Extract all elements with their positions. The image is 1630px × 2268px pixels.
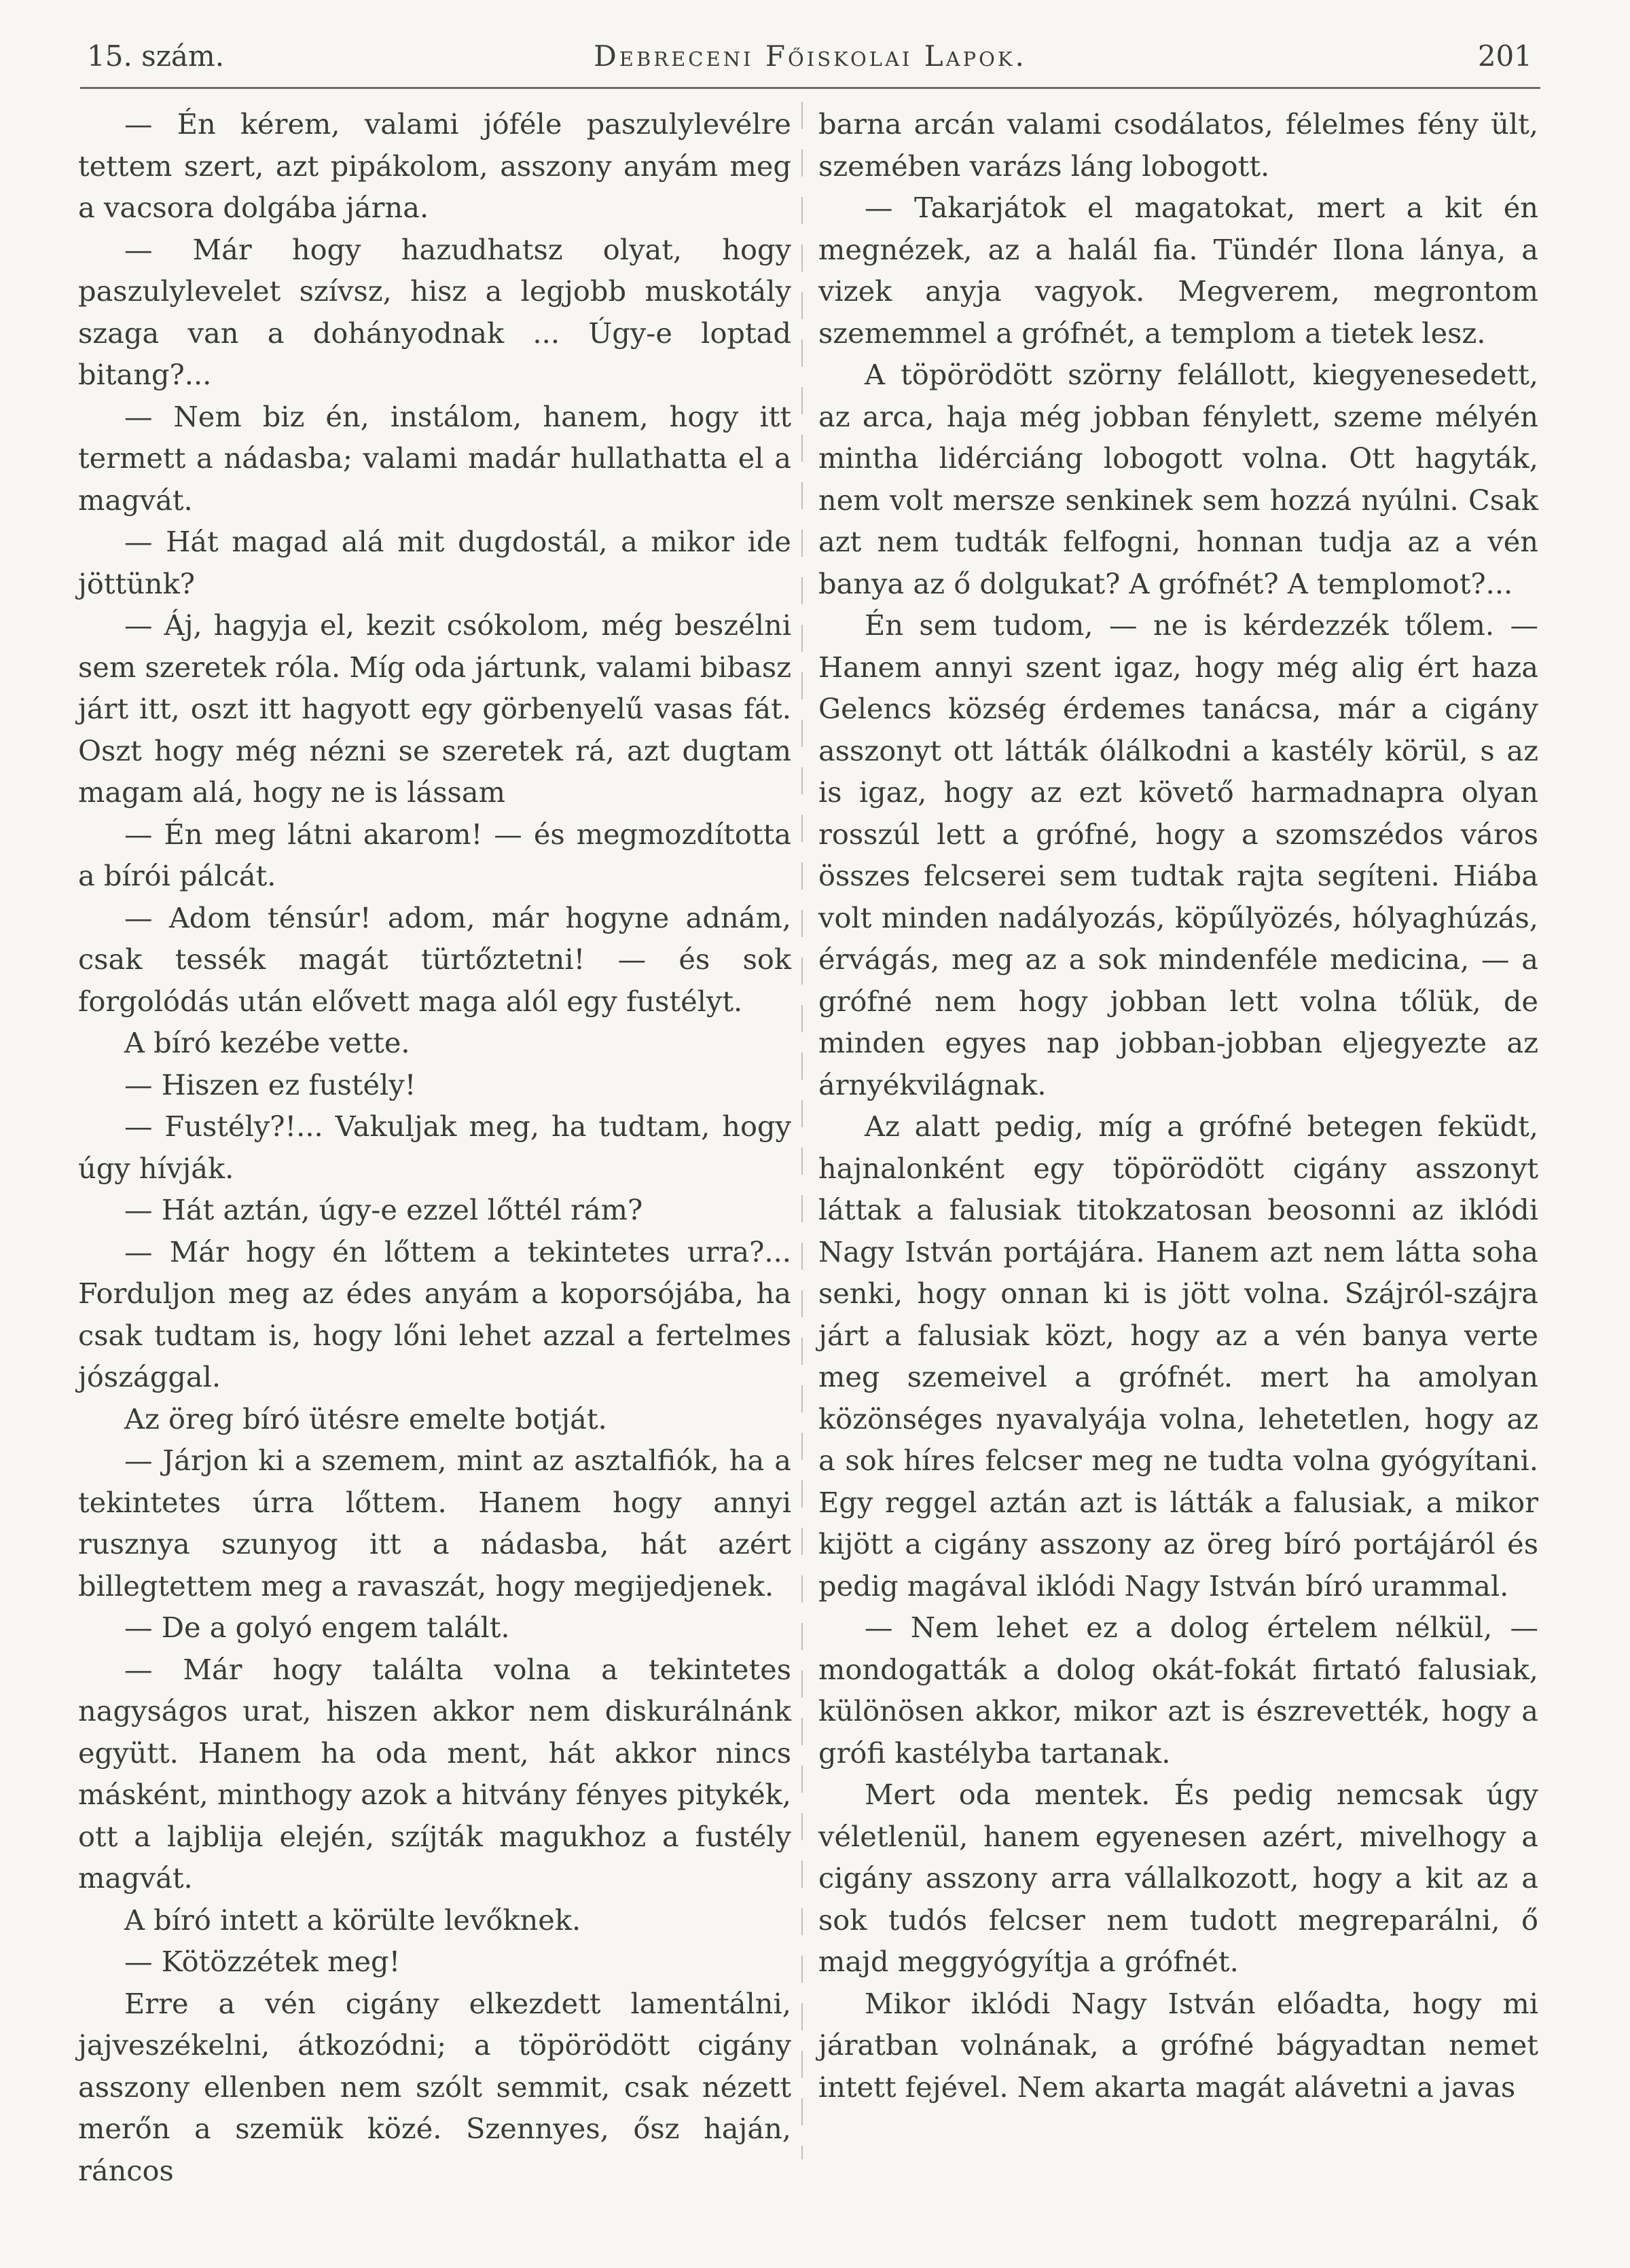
- paragraph: — Nem biz én, instálom, hanem, hogy itt termett a nádasba; valami madár hullathatta el a magvát.: [78, 399, 791, 517]
- publication-title: [80, 39, 1540, 73]
- paragraph: — Már hogy én lőttem a tekintetes urra?... Forduljon meg az édes anyám a koporsójába, ha csak tudtam is, hogy lőni lehet azzal a fertelmes jószággal.: [78, 1234, 791, 1393]
- paragraph: — Adom ténsúr! adom, már hogyne adnám, csak tessék magát türtőztetni! — és sok forgolódás után elővett maga alól egy fustélyt.: [78, 900, 791, 1018]
- left-column: [78, 103, 791, 2191]
- paragraph: — Már hogy hazudhatsz olyat, hogy paszulylevelet szívsz, hisz a legjobb muskotály szaga van a dohányodnak ... Úgy-e loptad bitang?...: [78, 232, 791, 391]
- right-column: [818, 103, 1538, 2108]
- publication-title-text: Debreceni Főiskolai Lapok.: [594, 39, 1027, 73]
- paragraph: — Kötözzétek meg!: [124, 1945, 401, 1978]
- paragraph: A töpörödött szörny felállott, kiegyenesedett, az arca, haja még jobban fénylett, szeme mélyén mintha lidérciáng lobogott volna. Ott hagyták, nem volt mersze senkinek sem hozzá nyúlni. Csak azt nem tudták felfogni, honnan tudja az a vén banya az ő dolgukat? A grófnét? A templomot?...: [818, 358, 1538, 600]
- paragraph: — Hiszen ez fustély!: [124, 1067, 416, 1101]
- paragraph: — Takarjátok el magatokat, mert a kit én megnézek, az a halál fia. Tündér Ilona lánya, a vizek anyja vagyok. Megverem, megrontom szememmel a grófnét, a templom a tietek lesz.: [818, 191, 1538, 350]
- paragraph: Mert oda mentek. És pedig nemcsak úgy véletlenül, hanem egyenesen azért, mivelhogy a cigány asszony arra vállalkozott, hogy a kit az a sok tudós felcser nem tudott megreparálni, ő majd meggyógyítja a grófnét.: [818, 1778, 1538, 1978]
- paragraph: — Én kérem, valami jóféle paszulylevélre tettem szert, azt pipákolom, asszony anyám meg a vacsora dolgába járna.: [78, 107, 791, 224]
- column-divider: [801, 102, 803, 2159]
- paragraph: Mikor iklódi Nagy István előadta, hogy mi járatban volnának, a grófné bágyadtan nemet intett fejével. Nem akarta magát alávetni a javas: [818, 1986, 1538, 2104]
- paragraph: Én sem tudom, — ne is kérdezzék tőlem. — Hanem annyi szent igaz, hogy még alig ért haza Gelencs község érdemes tanácsa, már a cigány asszonyt ott látták ólálkodni a kastély körül, s az is igaz, hogy az ezt követő harmadnapra olyan rosszúl lett a grófné, hogy a szomszédos város összes felcserei sem tudtak rajta segíteni. Hiába volt minden nadályozás, köpűlyözés, hólyaghúzás, érvágás, meg az a sok mindenféle medicina, — a grófné nem hogy jobban lett volna tőlük, de minden egyes nap jobban-jobban eljegyezte az árnyékvilágnak.: [818, 608, 1538, 1101]
- paragraph: A bíró kezébe vette.: [124, 1026, 410, 1059]
- paragraph: barna arcán valami csodálatos, félelmes fény ült, szemében varázs láng lobogott.: [818, 107, 1538, 183]
- paragraph: — De a golyó engem talált.: [124, 1611, 510, 1644]
- paragraph: Erre a vén cigány elkezdett lamentálni, jajveszékelni, átkozódni; a töpörödött cigány asszony ellenben nem szólt semmit, csak nézett merőn a szemük közé. Szennyes, ősz haján, ráncos: [78, 1986, 791, 2187]
- paragraph: — Nem lehet ez a dolog értelem nélkül, — mondogatták a dolog okát-fokát firtató falusiak, különösen akkor, mikor azt is észrevették, hogy a grófi kastélyba tartanak.: [818, 1611, 1538, 1770]
- issue-number: 15. szám.: [87, 39, 225, 73]
- paragraph: Az öreg bíró ütésre emelte botját.: [124, 1402, 607, 1435]
- paragraph: — Járjon ki a szemem, mint az asztalfiók, ha a tekintetes úrra lőttem. Hanem hogy annyi rusznya szunyog itt a nádasba, hát azért billegtettem meg a ravaszát, hogy megijedjenek.: [78, 1444, 791, 1603]
- paragraph: — Fustély?!... Vakuljak meg, ha tudtam, hogy úgy hívják.: [78, 1110, 791, 1185]
- paragraph: — Én meg látni akarom! — és megmozdította a bírói pálcát.: [78, 817, 791, 892]
- paragraph: — Áj, hagyja el, kezit csókolom, még beszélni sem szeretek róla. Míg oda jártunk, valami bibasz járt itt, oszt itt hagyott egy görbenyelű vasas fát. Oszt hogy még nézni se szeretek rá, azt dugtam magam alá, hogy ne is lássam: [78, 608, 791, 809]
- paragraph: — Hát aztán, úgy-e ezzel lőttél rám?: [124, 1193, 643, 1226]
- header-rule: [80, 87, 1540, 89]
- paragraph: Az alatt pedig, míg a grófné betegen feküdt, hajnalonként egy töpörödött cigány asszonyt láttak a falusiak titokzatosan beosonni az iklódi Nagy István portájára. Hanem azt nem látta soha senki, hogy onnan ki is jött volna. Szájról-szájra járt a falusiak közt, hogy az a vén banya verte meg szemeivel a grófnét. mert ha amolyan közönséges nyavalyája volna, lehetetlen, hogy az a sok híres felcser meg ne tudta volna gyógyítani. Egy reggel aztán azt is látták a falusiak, a mikor kijött a cigány asszony az öreg bíró portájáról és pedig magával iklódi Nagy István bíró urammal.: [818, 1110, 1538, 1603]
- paragraph: — Már hogy találta volna a tekintetes nagyságos urat, hiszen akkor nem diskurálnánk együtt. Hanem ha oda ment, hát akkor nincs másként, minthogy azok a hitvány fényes pitykék, ott a lajblija elején, szíjták magukhoz a fustély magvát.: [78, 1652, 791, 1895]
- paragraph: A bíró intett a körülte levőknek.: [124, 1903, 581, 1937]
- paragraph: — Hát magad alá mit dugdostál, a mikor ide jöttünk?: [78, 525, 791, 600]
- page-header: [80, 39, 1540, 80]
- page-number: 201: [1477, 39, 1532, 73]
